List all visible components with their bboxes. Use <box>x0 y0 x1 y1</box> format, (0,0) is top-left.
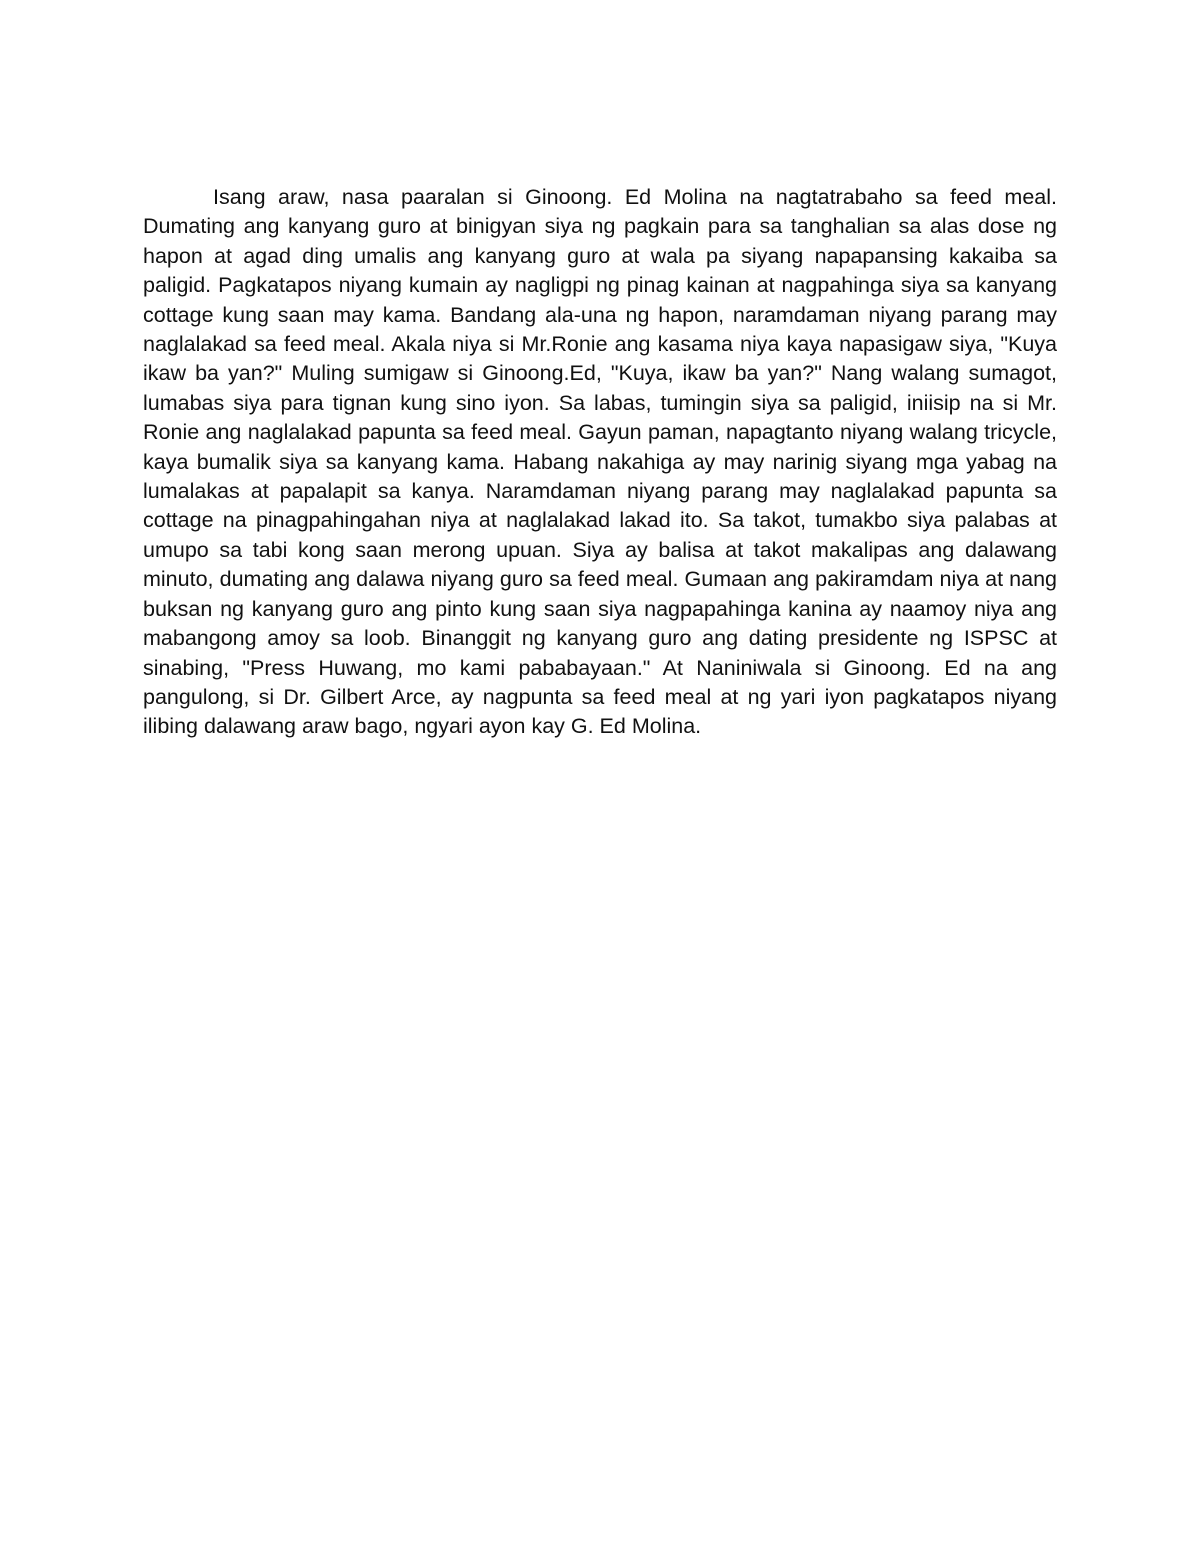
story-paragraph: Isang araw, nasa paaralan si Ginoong. Ed Molina na nagtatrabaho sa feed meal. Dumating ang kanyang guro at binigyan siya ng pagkain para sa tanghalian sa alas dose ng hapon at agad ding umalis ang kanyang guro at wala pa siyang napapansing kakaiba sa paligid. Pagkatapos niyang kumain ay nagligpi ng pinag kainan at nagpahinga siya sa kanyang cottage kung saan may kama. Bandang ala-una ng hapon, naramdaman niyang parang may naglalakad sa feed meal. Akala niya si Mr.Ronie ang kasama niya kaya napasigaw siya, "Kuya ikaw ba yan?" Muling sumigaw si Ginoong.Ed, "Kuya, ikaw ba yan?" Nang walang sumagot, lumabas siya para tignan kung sino iyon. Sa labas, tumingin siya sa paligid, iniisip na si Mr. Ronie ang naglalakad papunta sa feed meal. Gayun paman, napagtanto niyang walang tricycle, kaya bumalik siya sa kanyang kama. Habang nakahiga ay may narinig siyang mga yabag na lumalakas at papalapit sa kanya. Naramdaman niyang parang may naglalakad papunta sa cottage na pinagpahingahan niya at naglalakad lakad ito. Sa takot, tumakbo siya palabas at umupo sa tabi kong saan merong upuan. Siya ay balisa at takot makalipas ang dalawang minuto, dumating ang dalawa niyang guro sa feed meal. Gumaan ang pakiramdam niya at nang buksan ng kanyang guro ang pinto kung saan siya nagpapahinga kanina ay naamoy niya ang mabangong amoy sa loob. Binanggit ng kanyang guro ang dating presidente ng ISPSC at sinabing, "Press Huwang, mo kami pababayaan." At Naniniwala si Ginoong. Ed na ang pangulong, si Dr. Gilbert Arce, ay nagpunta sa feed meal at ng yari iyon pagkatapos niyang ilibing dalawang araw bago, ngyari ayon kay G. Ed Molina. <box>143 185 1057 739</box>
